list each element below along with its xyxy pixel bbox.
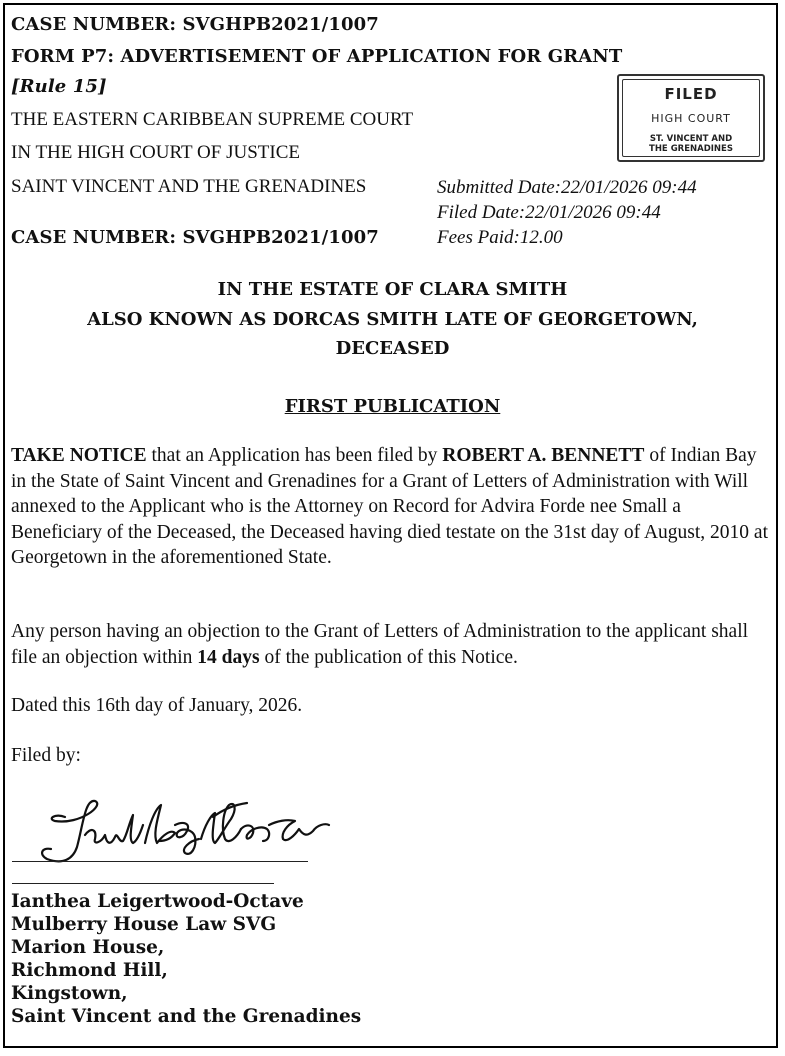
signature-line (12, 861, 308, 862)
fees-paid: Fees Paid:12.00 (437, 227, 563, 248)
case-number-bottom: CASE NUMBER: SVGHPB2021/1007 (11, 227, 379, 248)
dated-line: Dated this 16th day of January, 2026. (11, 695, 303, 716)
publication-label: FIRST PUBLICATION (284, 396, 501, 417)
case-number-top: CASE NUMBER: SVGHPB2021/1007 (11, 14, 379, 35)
estate-title-line3: DECEASED (335, 338, 450, 359)
submitted-date: Submitted Date:22/01/2026 09:44 (437, 177, 697, 198)
filed-stamp (617, 74, 765, 162)
stamp-court-label: HIGH COURT (651, 112, 731, 125)
estate-title-line1: IN THE ESTATE OF CLARA SMITH (217, 279, 568, 300)
address-line1: Marion House, (11, 937, 165, 958)
signature-underline (12, 883, 274, 884)
filed-date: Filed Date:22/01/2026 09:44 (437, 202, 661, 223)
address-line4: Saint Vincent and the Grenadines (11, 1006, 362, 1027)
address-line3: Kingstown, (11, 983, 128, 1004)
stamp-location-label: ST. VINCENT AND THE GRENADINES (649, 134, 733, 154)
notice-paragraph: TAKE NOTICE that an Application has been filed by ROBERT A. BENNETT of Indian Bay in the State of Saint Vincent and Grenadines for a Grant of Letters of Administration with Will annexed to the Applicant who is the Attorney on Record for Advira Forde nee Small a Beneficiary of the Deceased, the Deceased having died testate on the 31st day of August, 2010 at Georgetown in the aforementioned State. (11, 445, 768, 568)
signatory-name: Ianthea Leigertwood-Octave (11, 891, 304, 912)
signatory-block (11, 890, 361, 1028)
court-name: THE EASTERN CARIBBEAN SUPREME COURT (11, 109, 414, 130)
estate-title-line2: ALSO KNOWN AS DORCAS SMITH LATE OF GEORGETOWN, (87, 309, 698, 330)
court-jurisdiction: SAINT VINCENT AND THE GRENADINES (11, 176, 367, 197)
form-title: FORM P7: ADVERTISEMENT OF APPLICATION FOR GRANT (11, 46, 623, 67)
signatory-firm: Mulberry House Law SVG (11, 914, 277, 935)
objection-paragraph: Any person having an objection to the Grant of Letters of Administration to the applicant shall file an objection within 14 days of the publication of this Notice. (11, 621, 749, 668)
handwritten-signature (25, 795, 355, 875)
filed-by-label: Filed by: (11, 745, 81, 766)
court-division: IN THE HIGH COURT OF JUSTICE (11, 142, 300, 163)
address-line2: Richmond Hill, (11, 960, 168, 981)
rule-reference: [Rule 15] (11, 76, 107, 97)
stamp-filed-label: FILED (664, 85, 718, 103)
